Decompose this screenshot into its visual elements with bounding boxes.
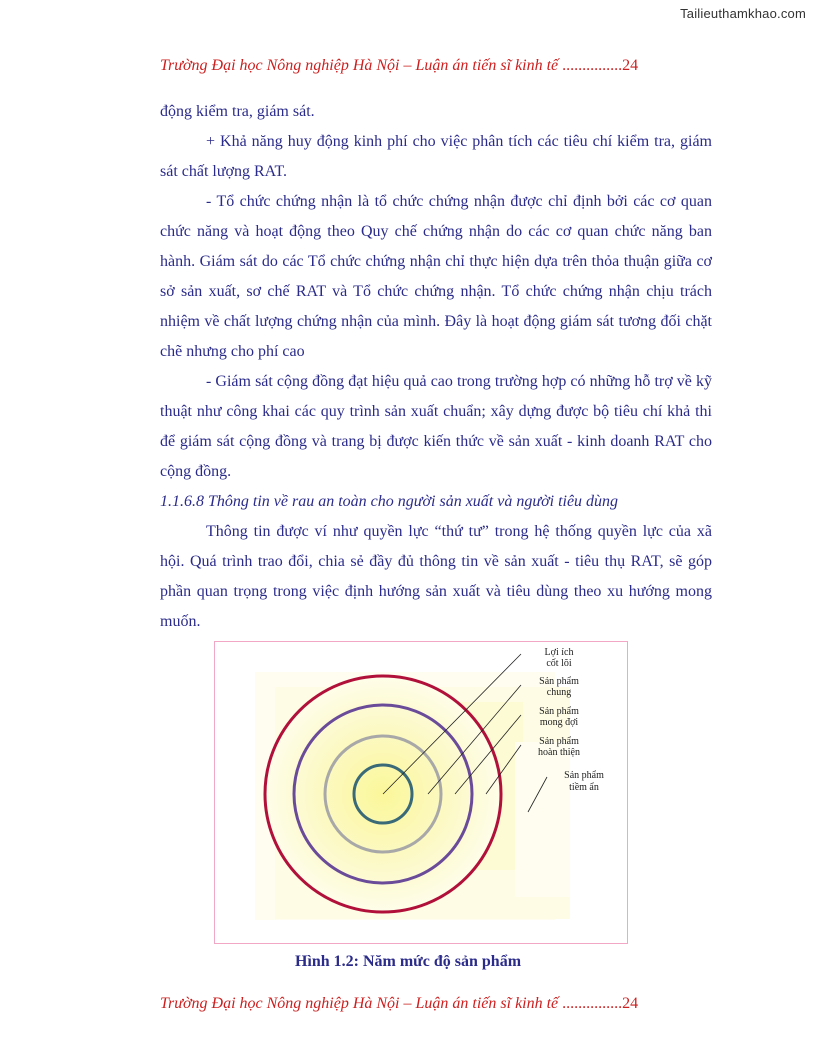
watermark: Tailieuthamkhao.com <box>680 6 806 21</box>
paragraph: động kiểm tra, giám sát. <box>160 103 315 120</box>
footer-title: Trường Đại học Nông nghiệp Hà Nội – Luận án tiến sĩ kinh tế <box>160 995 563 1012</box>
footer-dots: ............... <box>562 995 623 1012</box>
product-levels-diagram <box>215 642 629 945</box>
label-loi-ich: Lợi ích cốt lõi <box>544 647 574 669</box>
bg-square-side <box>515 742 570 897</box>
label-san-pham-chung: Sản phẩm chung <box>539 676 579 698</box>
running-header-top <box>160 57 720 75</box>
paragraph: + Khả năng huy động kinh phí cho việc phân tích các tiêu chí kiểm tra, giám sát chất lượng RAT. <box>160 133 712 180</box>
label-san-pham-tiem-an: Sản phẩm tiềm ẩn <box>564 770 604 793</box>
running-header-bottom <box>160 995 720 1013</box>
label-san-pham-hoan-thien: Sản phẩm hoàn thiện <box>538 736 580 758</box>
header-page-number: 24 <box>622 57 639 74</box>
paragraph: - Tổ chức chứng nhận là tổ chức chứng nhận được chỉ định bởi các cơ quan chức năng và hoạt động theo Quy chế chứng nhận do các cơ quan chức năng ban hành. Giám sát do các Tổ chức chứng nhận chỉ thực hiện dựa trên thỏa thuận giữa cơ sở sản xuất, sơ chế RAT và Tổ chức chứng nhận. Tổ chức chứng nhận chịu trách nhiệm về chất lượng chứng nhận của mình. Đây là hoạt động giám sát tương đối chặt chẽ nhưng cho phí cao <box>160 193 712 360</box>
label-san-pham-mong-doi: Sản phẩm mong đợi <box>539 706 579 728</box>
header-title: Trường Đại học Nông nghiệp Hà Nội – Luận án tiến sĩ kinh tế <box>160 57 563 74</box>
figure-caption: Hình 1.2: Năm mức độ sản phẩm <box>294 953 522 970</box>
header-dots: ............... <box>562 57 623 74</box>
figure-product-levels <box>214 641 628 944</box>
body-text <box>160 97 712 637</box>
footer-page-number: 24 <box>622 995 639 1012</box>
section-heading: 1.1.6.8 Thông tin về rau an toàn cho người sản xuất và người tiêu dùng <box>160 493 619 510</box>
paragraph: - Giám sát cộng đồng đạt hiệu quả cao trong trường hợp có những hỗ trợ về kỹ thuật như công khai các quy trình sản xuất chuẩn; xây dựng được bộ tiêu chí khả thi để giám sát cộng đồng và trang bị được kiến thức về sản xuất - kinh doanh RAT cho cộng đồng. <box>160 373 712 480</box>
paragraph: Thông tin được ví như quyền lực “thứ tư” trong hệ thống quyền lực của xã hội. Quá trình trao đổi, chia sẻ đầy đủ thông tin về sản xuất - tiêu thụ RAT, sẽ góp phần quan trọng trong việc định hướng sản xuất và tiêu dùng theo xu hướng mong muốn. <box>160 523 712 630</box>
